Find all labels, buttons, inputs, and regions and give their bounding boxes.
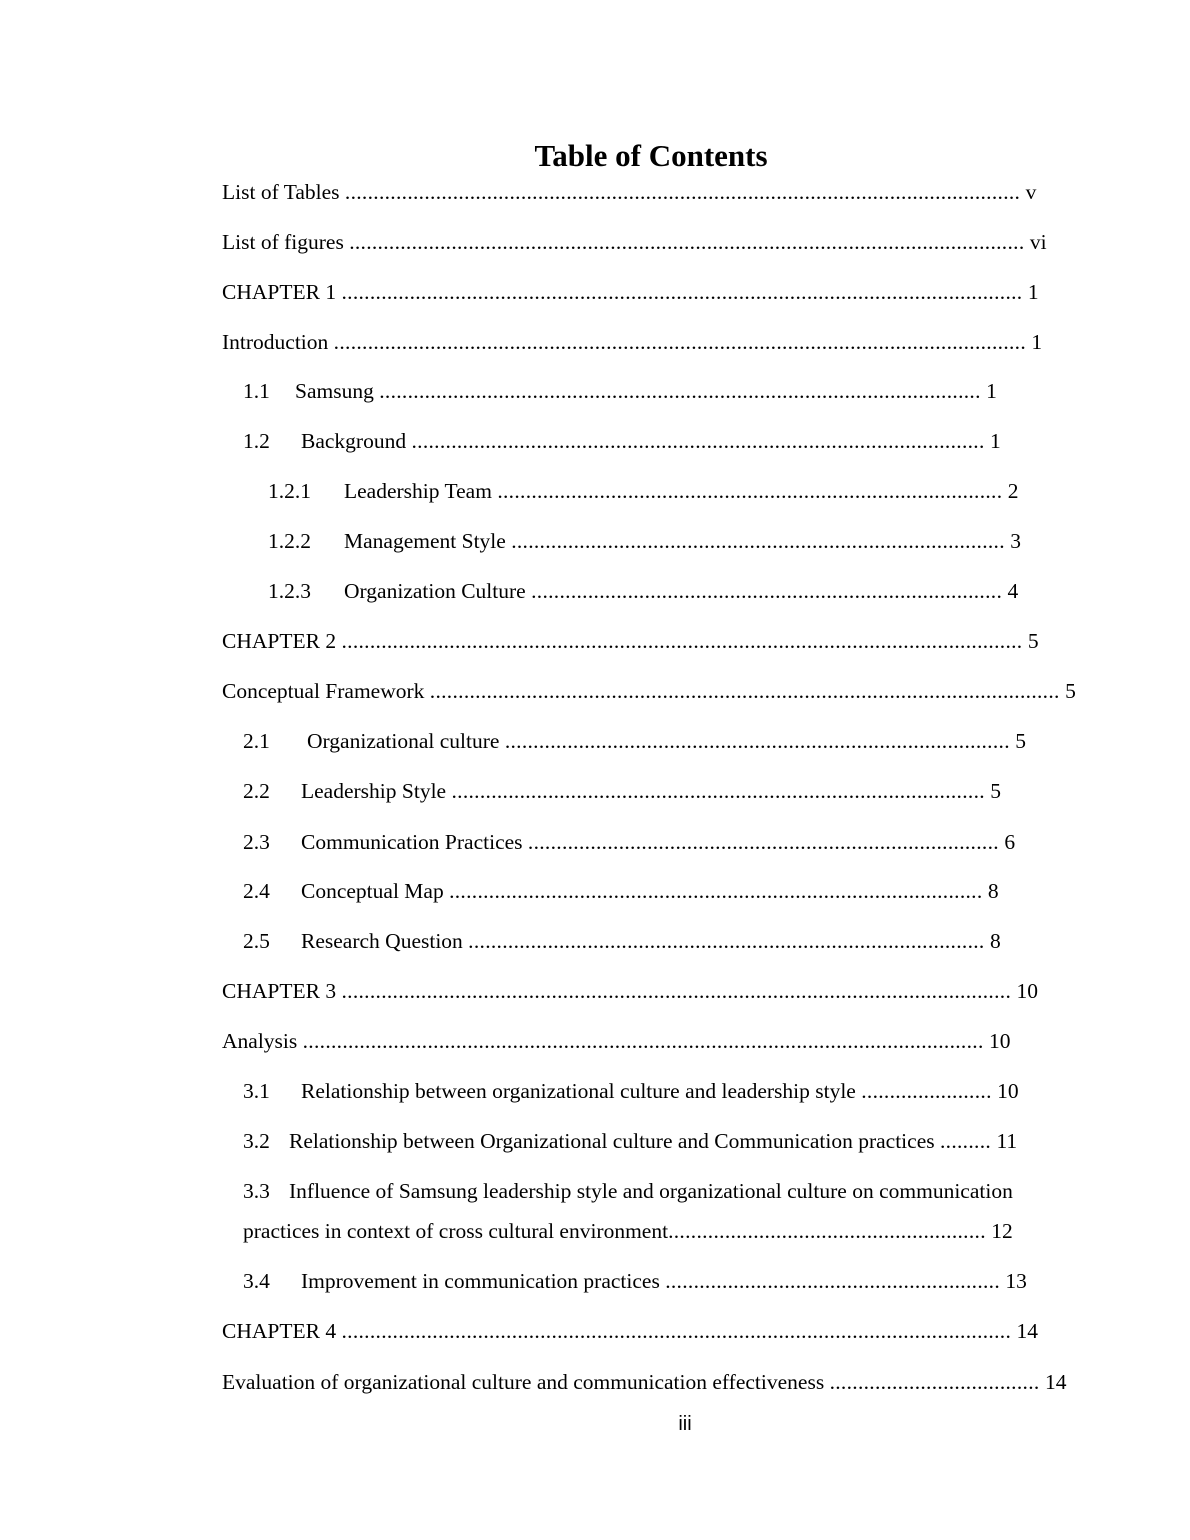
toc-entry-1-2-3[interactable] [268,576,1018,606]
dot-leader: .............................................................................................. [449,879,983,903]
toc-entry-number: 1.2.2 [268,529,311,553]
toc-entry-2-3[interactable] [243,827,1015,857]
toc-entry-label: Leadership Team [344,479,492,503]
toc-entry-page: 14 [1044,1370,1067,1394]
dot-leader: ...................................................................................................................... [341,1319,1012,1343]
toc-entry-label: CHAPTER 3 [222,979,337,1003]
toc-entry-1-1[interactable] [243,376,997,406]
toc-entry-2-5[interactable] [243,926,1001,956]
toc-entry-page: 11 [996,1129,1018,1153]
toc-entry-page: 10 [997,1079,1019,1103]
toc-entry-label: Research Question [301,929,463,953]
toc-entry-3-2[interactable] [243,1126,1017,1156]
toc-entry-chapter-4[interactable] [222,1316,1038,1346]
toc-entry-chapter-2[interactable] [222,626,1039,656]
toc-entry-label: Introduction [222,330,329,354]
toc-entry-number: 1.2.3 [268,579,311,603]
toc-entry-label: Improvement in communication practices [301,1269,660,1293]
toc-entry-label-continued: practices in context of cross cultural environment [243,1219,669,1243]
dot-leader: ...................................................................................................................... [341,979,1012,1003]
toc-entry-label: Relationship between organizational culture and leadership style [301,1079,856,1103]
toc-entry-label: Analysis [222,1029,298,1053]
dot-leader: ......................................................................................... [504,729,1010,753]
toc-entry-number: 2.2 [243,779,270,803]
toc-entry-2-1[interactable] [243,726,1026,756]
toc-entry-chapter-1[interactable] [222,277,1039,307]
toc-entry-number: 1.2.1 [268,479,311,503]
toc-entry-label: Conceptual Map [301,879,444,903]
toc-entry-label: Conceptual Framework [222,679,425,703]
toc-entry-label: CHAPTER 1 [222,280,337,304]
page-title: Table of Contents [534,138,768,173]
toc-entry-label: Management Style [344,529,506,553]
page-number-footer: iii [678,1413,692,1435]
dot-leader: ....................... [861,1079,992,1103]
toc-entry-number: 1.1 [243,379,270,403]
toc-entry-page: 1 [986,379,997,403]
toc-entry-conceptual-framework[interactable] [222,676,1076,706]
toc-entry-page: 13 [1005,1269,1027,1293]
toc-entry-number: 2.1 [243,729,270,753]
toc-entry-label: Influence of Samsung leadership style and organizational culture on communication [289,1179,1013,1203]
toc-entry-page: 4 [1007,579,1019,603]
toc-entry-label: Organizational culture [307,729,500,753]
toc-entry-page: 8 [987,879,999,903]
dot-leader: .............................................................................................. [451,779,985,803]
toc-entry-list-of-figures[interactable] [222,227,1047,257]
toc-entry-3-4[interactable] [243,1266,1027,1296]
dot-leader: ........................................................................................... [468,929,985,953]
toc-entry-page: 6 [1004,830,1016,854]
toc-entry-label: List of figures [222,230,344,254]
toc-entry-number: 2.5 [243,929,270,953]
dot-leader: .......................................................................................................................... [333,330,1027,354]
toc-entry-page: 2 [1007,479,1019,503]
toc-entry-3-3-continuation[interactable] [243,1216,1013,1246]
toc-entry-label: Samsung [295,379,374,403]
toc-entry-number: 3.2 [243,1129,270,1153]
toc-entry-label: Evaluation of organizational culture and communication effectiveness [222,1370,825,1394]
dot-leader: .......................................................................................................... [379,379,981,403]
dot-leader: ........................................................... [665,1269,1001,1293]
dot-leader: ............................................................................................................... [429,679,1060,703]
dot-leader: ..................................... [829,1370,1040,1394]
dot-leader: ....................................................................................................................... [349,230,1025,254]
toc-entry-introduction[interactable] [222,327,1042,357]
dot-leader: ................................................................................... [527,830,999,854]
toc-entry-page: 5 [1027,629,1039,653]
toc-entry-page: 1 [990,429,1001,453]
toc-entry-2-2[interactable] [243,776,1001,806]
toc-entry-label: Leadership Style [301,779,447,803]
dot-leader: ........................................................................................................................ [341,280,1023,304]
toc-entry-label: CHAPTER 4 [222,1319,337,1343]
toc-entry-label: Background [301,429,407,453]
toc-entry-number: 3.4 [243,1269,270,1293]
dot-leader: ........................................................................................................................ [341,629,1023,653]
toc-entry-number: 2.3 [243,830,270,854]
toc-entry-1-2[interactable] [243,426,1001,456]
toc-entry-number: 3.3 [243,1179,270,1203]
dot-leader: ................................................................................... [531,579,1003,603]
dot-leader: ......................................................................................... [497,479,1003,503]
toc-entry-page: 3 [1010,529,1022,553]
toc-entry-1-2-2[interactable] [268,526,1021,556]
toc-entry-analysis[interactable] [222,1026,1011,1056]
toc-entry-page: v [1025,180,1037,204]
toc-entry-3-1[interactable] [243,1076,1019,1106]
toc-entry-label: Relationship between Organizational culture and Communication practices [289,1129,935,1153]
toc-entry-page: 10 [989,1029,1011,1053]
toc-entry-label: CHAPTER 2 [222,629,337,653]
toc-entry-page: 8 [989,929,1001,953]
dot-leader: ......... [939,1129,992,1153]
toc-entry-page: 1 [1027,280,1039,304]
toc-entry-list-of-tables[interactable] [222,177,1110,207]
toc-entry-1-2-1[interactable] [268,476,1019,506]
toc-entry-page: 10 [1016,979,1038,1003]
dot-leader: ........................................................ [668,1219,986,1243]
toc-entry-number: 2.4 [243,879,270,903]
dot-leader: ....................................................................................... [511,529,1005,553]
toc-entry-label: List of Tables [222,180,340,204]
toc-entry-number: 3.1 [243,1079,270,1103]
toc-entry-label: Organization Culture [344,579,526,603]
toc-entry-2-4[interactable] [243,876,999,906]
toc-entry-page: 14 [1016,1319,1038,1343]
toc-entry-page: 5 [1015,729,1027,753]
toc-entry-page: vi [1029,230,1047,254]
dot-leader: ..................................................................................................... [411,429,985,453]
toc-entry-3-3[interactable] [243,1176,1013,1206]
dot-leader: ........................................................................................................................ [302,1029,984,1053]
toc-entry-page: 12 [991,1219,1013,1243]
toc-entry-evaluation[interactable] [222,1367,1066,1397]
toc-entry-number: 1.2 [243,429,270,453]
toc-entry-page: 1 [1031,330,1043,354]
dot-leader: ....................................................................................................................... [344,180,1021,204]
toc-entry-chapter-3[interactable] [222,976,1038,1006]
toc-entry-page: 5 [1065,679,1076,703]
toc-entry-label: Communication Practices [301,830,523,854]
toc-entry-page: 5 [990,779,1002,803]
